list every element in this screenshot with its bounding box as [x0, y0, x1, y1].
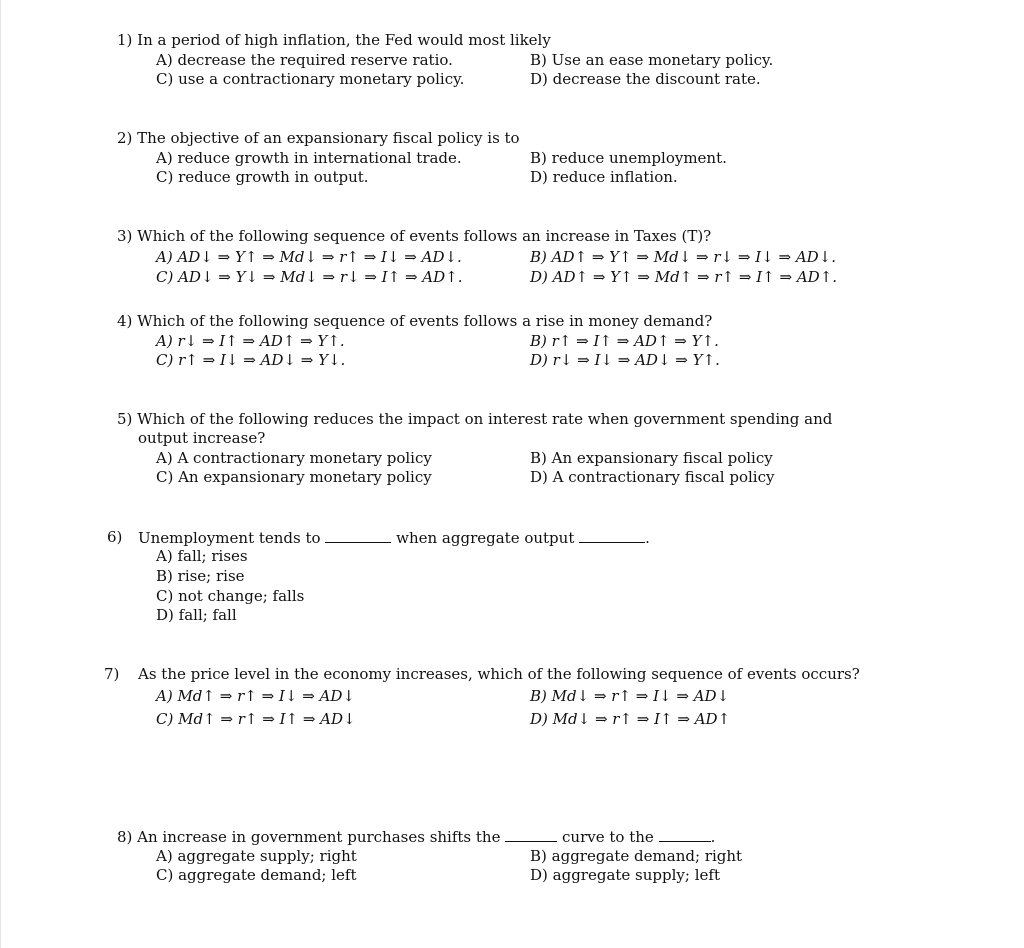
question-8-option-c[interactable]: C) aggregate demand; left: [156, 866, 357, 884]
question-7-number: 7): [104, 665, 120, 683]
question-7-option-d[interactable]: D) Md↓ ⇒ r↑ ⇒ I↑ ⇒ AD↑: [530, 710, 731, 728]
question-8-stem-part2: curve to the: [562, 828, 654, 846]
question-8-option-b[interactable]: B) aggregate demand; right: [530, 847, 743, 865]
question-8-stem-part1: 8) An increase in government purchases shifts the: [117, 828, 501, 846]
question-6-stem-end: .: [645, 529, 650, 547]
question-5-stem: [117, 410, 847, 448]
question-3-option-c[interactable]: C) AD↓ ⇒ Y↓ ⇒ Md↓ ⇒ r↓ ⇒ I↑ ⇒ AD↑.: [156, 268, 463, 286]
question-4-option-a[interactable]: A) r↓ ⇒ I↑ ⇒ AD↑ ⇒ Y↑.: [156, 332, 345, 350]
page-border: [0, 0, 1, 948]
question-6-option-a[interactable]: A) fall; rises: [156, 547, 248, 565]
question-8-stem-end: .: [710, 828, 716, 846]
question-1-option-d[interactable]: D) decrease the discount rate.: [530, 70, 761, 88]
question-5-option-b[interactable]: B) An expansionary fiscal policy: [530, 449, 773, 467]
question-4-option-d[interactable]: D) r↓ ⇒ I↓ ⇒ AD↓ ⇒ Y↑.: [530, 351, 720, 369]
question-3-option-b[interactable]: B) AD↑ ⇒ Y↑ ⇒ Md↓ ⇒ r↓ ⇒ I↓ ⇒ AD↓.: [530, 248, 837, 266]
question-8-option-d[interactable]: D) aggregate supply; left: [530, 866, 720, 884]
question-6-stem: [138, 528, 650, 548]
question-7-option-b[interactable]: B) Md↓ ⇒ r↑ ⇒ I↓ ⇒ AD↓: [530, 687, 730, 705]
question-7-option-a[interactable]: A) Md↑ ⇒ r↑ ⇒ I↓ ⇒ AD↓: [156, 687, 355, 705]
question-2-option-b[interactable]: B) reduce unemployment.: [530, 149, 727, 167]
question-4-option-b[interactable]: B) r↑ ⇒ I↑ ⇒ AD↑ ⇒ Y↑.: [530, 332, 719, 350]
question-1-option-c[interactable]: C) use a contractionary monetary policy.: [156, 70, 465, 88]
question-6-number: 6): [107, 528, 123, 546]
question-6-option-b[interactable]: B) rise; rise: [156, 567, 245, 585]
question-8-blank-1[interactable]: [505, 827, 557, 842]
question-6-option-d[interactable]: D) fall; fall: [156, 606, 237, 624]
question-2-option-a[interactable]: A) reduce growth in international trade.: [156, 149, 462, 167]
question-3-stem: 3) Which of the following sequence of events follows an increase in Taxes (T)?: [117, 227, 712, 245]
question-6-blank-2[interactable]: [579, 528, 645, 543]
question-2-option-c[interactable]: C) reduce growth in output.: [156, 168, 369, 186]
question-5-option-a[interactable]: A) A contractionary monetary policy: [156, 449, 432, 467]
question-3-option-a[interactable]: A) AD↓ ⇒ Y↑ ⇒ Md↓ ⇒ r↑ ⇒ I↓ ⇒ AD↓.: [156, 248, 462, 266]
question-8-option-a[interactable]: A) aggregate supply; right: [156, 847, 357, 865]
question-6-stem-part1: Unemployment tends to: [138, 529, 321, 547]
question-4-option-c[interactable]: C) r↑ ⇒ I↓ ⇒ AD↓ ⇒ Y↓.: [156, 351, 346, 369]
question-3-option-d[interactable]: D) AD↑ ⇒ Y↑ ⇒ Md↑ ⇒ r↑ ⇒ I↑ ⇒ AD↑.: [530, 268, 838, 286]
question-4-stem: 4) Which of the following sequence of events follows a rise in money demand?: [117, 312, 713, 330]
question-8-blank-2[interactable]: [659, 827, 711, 842]
question-6-option-c[interactable]: C) not change; falls: [156, 587, 305, 605]
question-1-option-a[interactable]: A) decrease the required reserve ratio.: [156, 51, 453, 69]
question-8-stem: [117, 827, 715, 847]
question-5-stem-text: 5) Which of the following reduces the impact on interest rate when government spending and output increase?: [117, 410, 833, 447]
question-1-option-b[interactable]: B) Use an ease monetary policy.: [530, 51, 774, 69]
question-5-option-c[interactable]: C) An expansionary monetary policy: [156, 468, 432, 486]
question-5-option-d[interactable]: D) A contractionary fiscal policy: [530, 468, 775, 486]
question-2-option-d[interactable]: D) reduce inflation.: [530, 168, 678, 186]
question-1-stem: 1) In a period of high inflation, the Fed would most likely: [117, 31, 551, 49]
question-7-stem: As the price level in the economy increases, which of the following sequence of events occurs?: [138, 665, 860, 683]
question-6-blank-1[interactable]: [325, 528, 391, 543]
question-6-stem-part2: when aggregate output: [396, 529, 575, 547]
question-2-stem: 2) The objective of an expansionary fiscal policy is to: [117, 129, 520, 147]
question-7-option-c[interactable]: C) Md↑ ⇒ r↑ ⇒ I↑ ⇒ AD↓: [156, 710, 356, 728]
